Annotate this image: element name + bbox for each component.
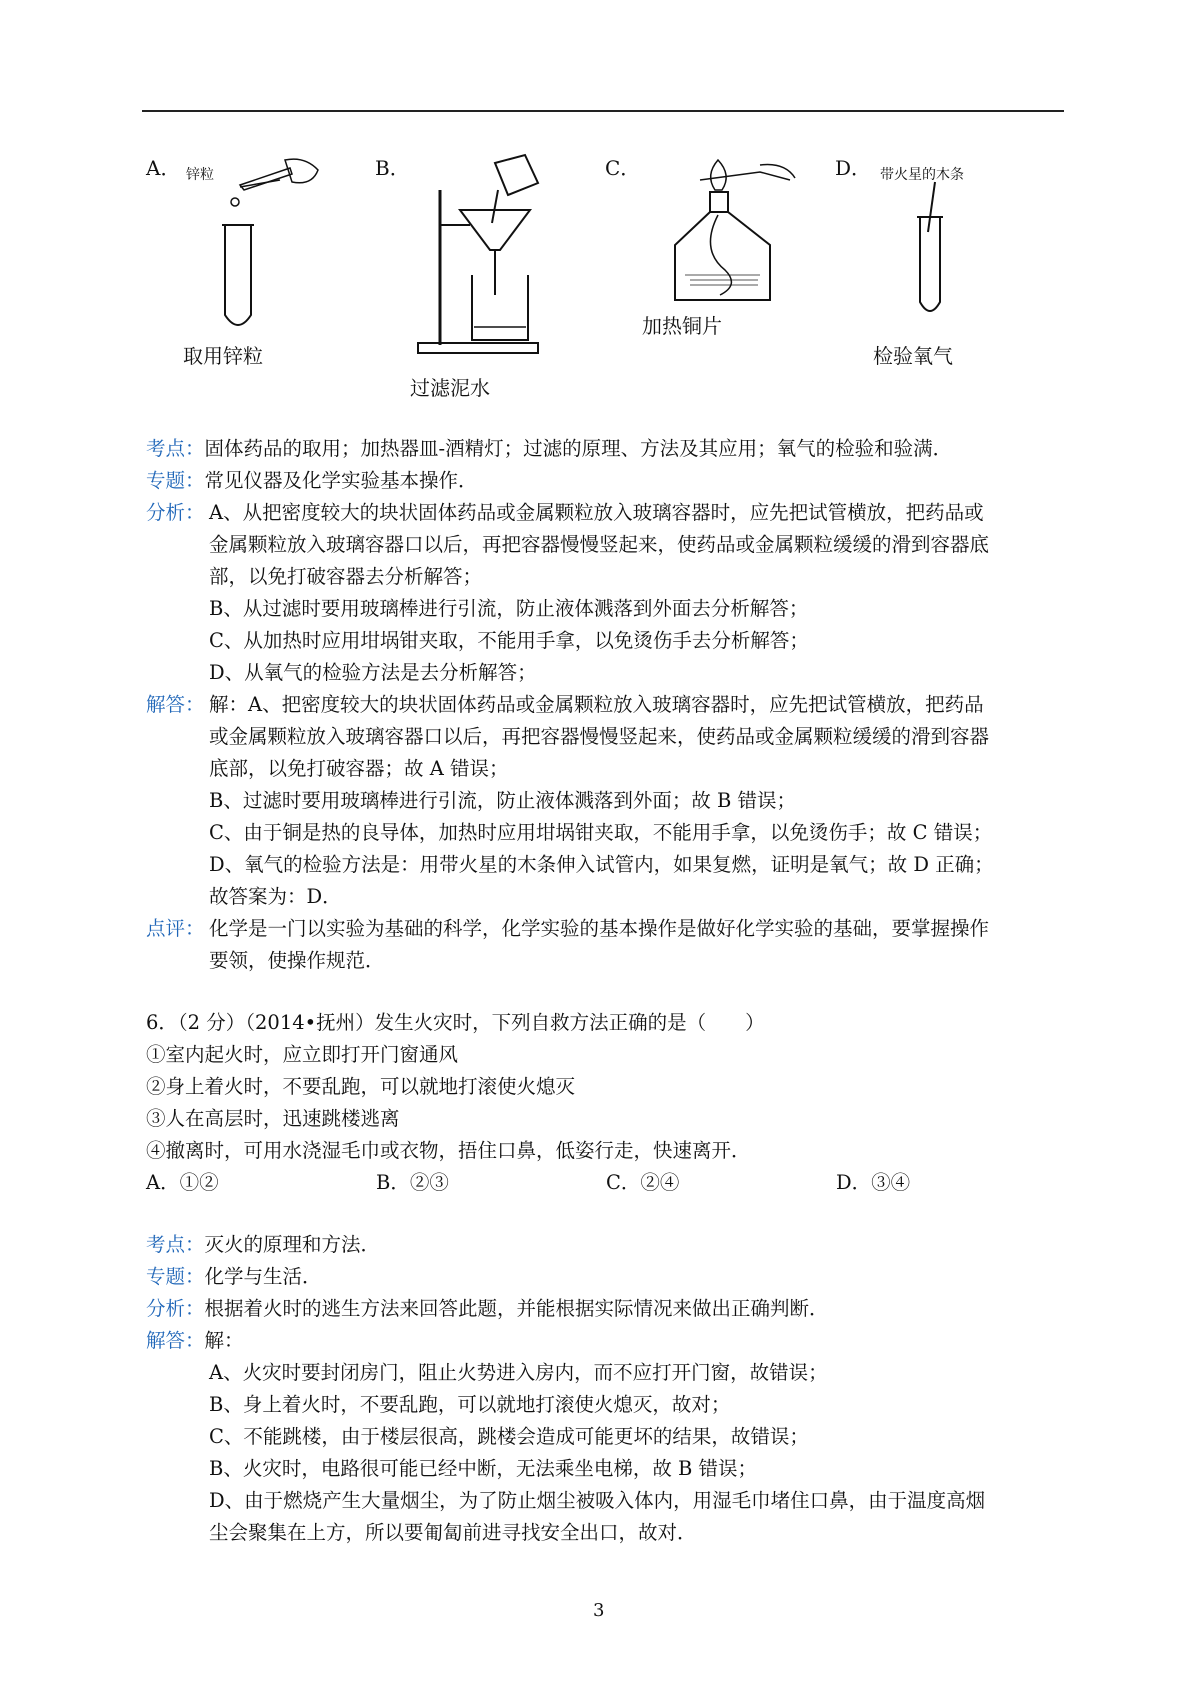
q5-dianping-line: 化学是一门以实验为基础的科学，化学实验的基本操作是做好化学实验的基础，要掌握操作 bbox=[209, 917, 990, 940]
q5-jieda-line: D、氧气的检验方法是：用带火星的木条伸入试管内，如果复燃，证明是氧气；故 D 正确； bbox=[209, 853, 994, 876]
figure-b-letter: B． bbox=[375, 156, 410, 180]
q6-fenxi: 分析：根据着火时的逃生方法来回答此题，并能根据实际情况来做出正确判断． bbox=[146, 1297, 829, 1320]
figure-a-caption: 取用锌粒 bbox=[183, 344, 263, 368]
q6-option-d: D．③④ bbox=[836, 1171, 911, 1194]
q5-jieda-line: 故答案为：D． bbox=[209, 885, 342, 908]
q6-item: ②身上着火时，不要乱跑，可以就地打滚使火熄灭 bbox=[146, 1075, 576, 1098]
figure-c-letter: C． bbox=[605, 156, 641, 180]
page-number: 3 bbox=[593, 1600, 605, 1621]
q6-jieda-line: D、由于燃烧产生大量烟尘，为了防止烟尘被吸入体内，用湿毛巾堵住口鼻，由于温度高烟 bbox=[209, 1489, 986, 1512]
q5-zhuanti: 专题：常见仪器及化学实验基本操作． bbox=[146, 469, 478, 492]
q5-dianping-line: 要领，使操作规范． bbox=[209, 949, 385, 972]
figure-c-caption: 加热铜片 bbox=[642, 314, 722, 338]
q6-jieda-line: C、不能跳楼，由于楼层很高，跳楼会造成可能更坏的结果，故错误； bbox=[209, 1425, 809, 1448]
figure-a-inset-label: 锌粒 bbox=[186, 167, 214, 183]
q5-fenxi-line: C、从加热时应用坩埚钳夹取，不能用手拿，以免烫伤手去分析解答； bbox=[209, 629, 809, 652]
figure-d-letter: D． bbox=[835, 156, 872, 180]
figure-a-letter: A． bbox=[146, 156, 181, 180]
zinc-tube-illustration bbox=[180, 150, 330, 340]
figure-d-inset-label: 带火星的木条 bbox=[880, 167, 964, 183]
kaodian-label: 考点： bbox=[146, 437, 205, 460]
q6-option-b: B．②③ bbox=[376, 1171, 449, 1194]
q6-jieda-line: A、火灾时要封闭房门，阻止火势进入房内，而不应打开门窗，故错误； bbox=[209, 1361, 828, 1384]
q6-jieda-line: B、身上着火时，不要乱跑，可以就地打滚使火熄灭，故对； bbox=[209, 1393, 731, 1416]
q5-fenxi-line: 金属颗粒放入玻璃容器口以后，再把容器慢慢竖起来，使药品或金属颗粒缓缓的滑到容器底 bbox=[209, 533, 990, 556]
q6-stem: 6．（2 分）（2014•抚州）发生火灾时，下列自救方法正确的是（ ） bbox=[146, 1011, 765, 1034]
figure-b-caption: 过滤泥水 bbox=[410, 376, 490, 400]
q5-dianping-label: 点评： bbox=[146, 917, 205, 940]
q5-fenxi-label: 分析： bbox=[146, 501, 205, 524]
q5-fenxi-line: B、从过滤时要用玻璃棒进行引流，防止液体溅落到外面去分析解答； bbox=[209, 597, 809, 620]
filtration-illustration bbox=[410, 155, 550, 355]
q6-item: ③人在高层时，迅速跳楼逃离 bbox=[146, 1107, 400, 1130]
zhuanti-label: 专题： bbox=[146, 469, 205, 492]
q5-fenxi-line: 部，以免打破容器去分析解答； bbox=[209, 565, 483, 588]
q5-jieda-line: C、由于铜是热的良导体，加热时应用坩埚钳夹取，不能用手拿，以免烫伤手；故 C 错误； bbox=[209, 821, 993, 844]
q5-jieda-line: 底部，以免打破容器；故 A 错误； bbox=[209, 757, 509, 780]
lamp-heating-illustration bbox=[640, 160, 800, 310]
q5-jieda-line: B、过滤时要用玻璃棒进行引流，防止液体溅落到外面；故 B 错误； bbox=[209, 789, 797, 812]
q5-fenxi-line: A、从把密度较大的块状固体药品或金属颗粒放入玻璃容器时，应先把试管横放，把药品或 bbox=[209, 501, 984, 524]
q5-fenxi-line: D、从氧气的检验方法是去分析解答； bbox=[209, 661, 537, 684]
q6-option-c: C．②④ bbox=[606, 1171, 680, 1194]
q6-jieda-line: B、火灾时，电路很可能已经中断，无法乘坐电梯，故 B 错误； bbox=[209, 1457, 758, 1480]
q6-jieda: 解答：解： bbox=[146, 1329, 244, 1352]
figure-d-caption: 检验氧气 bbox=[873, 344, 953, 368]
q6-zhuanti: 专题：化学与生活． bbox=[146, 1265, 322, 1288]
q6-item: ④撤离时，可用水浇湿毛巾或衣物，捂住口鼻，低姿行走，快速离开． bbox=[146, 1139, 751, 1162]
q5-jieda-line: 解：A、把密度较大的块状固体药品或金属颗粒放入玻璃容器时，应先把试管横放，把药品 bbox=[209, 693, 984, 716]
q5-jieda-label: 解答： bbox=[146, 693, 205, 716]
q6-kaodian: 考点：灭火的原理和方法． bbox=[146, 1233, 381, 1256]
q6-jieda-line: 尘会聚集在上方，所以要匍匐前进寻找安全出口，故对． bbox=[209, 1521, 697, 1544]
q6-option-a: A．①② bbox=[146, 1171, 219, 1194]
oxygen-test-illustration bbox=[900, 182, 960, 322]
q6-item: ①室内起火时，应立即打开门窗通风 bbox=[146, 1043, 459, 1066]
q5-kaodian: 考点：固体药品的取用；加热器皿-酒精灯；过滤的原理、方法及其应用；氧气的检验和验满． bbox=[146, 437, 953, 460]
q5-jieda-line: 或金属颗粒放入玻璃容器口以后，再把容器慢慢竖起来，使药品或金属颗粒缓缓的滑到容器 bbox=[209, 725, 990, 748]
header-rule bbox=[142, 110, 1064, 112]
